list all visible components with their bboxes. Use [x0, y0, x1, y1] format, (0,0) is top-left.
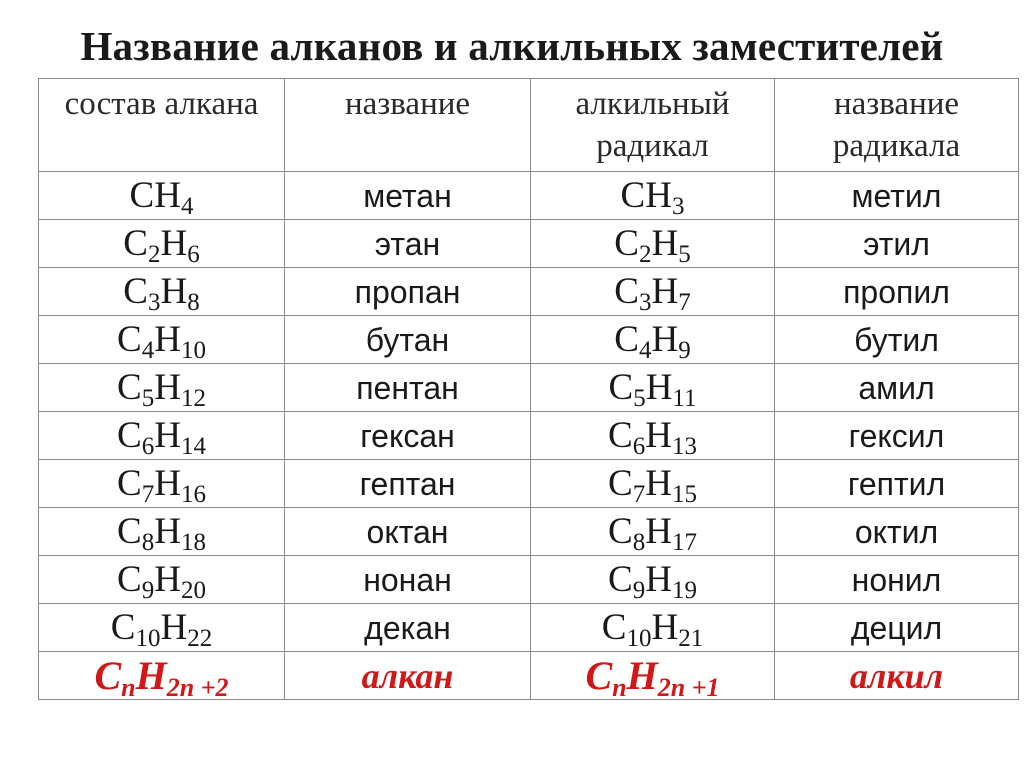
element-hydrogen: H	[651, 318, 679, 360]
alkane-name-cell: гексан	[285, 412, 531, 460]
hydrogen-count: 11	[672, 384, 697, 412]
alkane-formula-cell	[39, 604, 285, 652]
hydrogen-count: 6	[187, 240, 200, 268]
hydrogen-count: 13	[671, 432, 697, 460]
alkane-name-cell: бутан	[285, 316, 531, 364]
radical-name-cell: алкил	[775, 652, 1019, 700]
alkane-formula-cell	[39, 556, 285, 604]
alkane-name-cell: пропан	[285, 268, 531, 316]
header-alkyl-radical: алкильный радикал	[531, 79, 775, 172]
element-hydrogen: H	[645, 510, 672, 552]
hydrogen-count: 12	[180, 384, 206, 412]
element-hydrogen: H	[645, 174, 672, 216]
hydrogen-count: 8	[187, 288, 200, 316]
radical-formula-cell	[531, 172, 775, 220]
element-hydrogen: H	[154, 510, 181, 552]
radical-name-cell: этил	[775, 220, 1019, 268]
carbon-count: 4	[638, 336, 652, 364]
element-carbon: C	[614, 222, 639, 264]
element-carbon: C	[608, 462, 633, 504]
radical-name-cell: гексил	[775, 412, 1019, 460]
element-carbon: C	[117, 462, 142, 504]
carbon-count: 10	[626, 624, 652, 652]
table-row	[39, 508, 1019, 556]
carbon-count: 4	[141, 336, 155, 364]
element-carbon: C	[117, 318, 142, 360]
element-hydrogen: H	[154, 318, 181, 360]
alkane-formula-cell	[39, 220, 285, 268]
carbon-count: 9	[632, 576, 646, 604]
radical-formula-cell	[531, 268, 775, 316]
radical-formula-cell	[531, 364, 775, 412]
alkane-formula-cell	[39, 460, 285, 508]
alkane-name-cell: нонан	[285, 556, 531, 604]
element-carbon: C	[123, 222, 148, 264]
radical-formula-cell	[531, 508, 775, 556]
element-carbon: C	[110, 606, 136, 648]
carbon-count: 7	[141, 480, 155, 508]
hydrogen-count: 9	[678, 336, 691, 364]
hydrogen-count: 2n +1	[657, 672, 720, 702]
header-radical-name: название радикала	[775, 79, 1019, 172]
hydrogen-count: 3	[671, 192, 685, 220]
hydrogen-count: 17	[671, 528, 697, 556]
hydrogen-count: 4	[180, 192, 194, 220]
hydrogen-count: 19	[671, 576, 697, 604]
element-hydrogen: H	[651, 222, 679, 264]
carbon-count: 8	[632, 528, 646, 556]
element-hydrogen: H	[135, 652, 167, 698]
element-carbon: C	[601, 606, 627, 648]
carbon-count: 9	[141, 576, 155, 604]
radical-name-cell: децил	[775, 604, 1019, 652]
alkane-name-cell: этан	[285, 220, 531, 268]
element-hydrogen: H	[160, 270, 188, 312]
radical-name-cell: нонил	[775, 556, 1019, 604]
table-row	[39, 412, 1019, 460]
element-hydrogen: H	[651, 606, 679, 648]
radical-formula-cell	[531, 604, 775, 652]
radical-formula-cell	[531, 412, 775, 460]
element-carbon: C	[123, 270, 148, 312]
carbon-count: 3	[638, 288, 652, 316]
hydrogen-count: 10	[180, 336, 206, 364]
alkane-name-cell: метан	[285, 172, 531, 220]
hydrogen-count: 5	[678, 240, 691, 268]
alkane-formula-cell	[39, 268, 285, 316]
radical-formula-cell	[531, 316, 775, 364]
element-carbon: C	[117, 510, 142, 552]
element-carbon: C	[94, 652, 122, 698]
element-hydrogen: H	[154, 462, 181, 504]
carbon-count: 2	[147, 240, 161, 268]
carbon-count: 6	[632, 432, 646, 460]
alkane-name-cell: гептан	[285, 460, 531, 508]
element-carbon: C	[117, 414, 142, 456]
table-row	[39, 604, 1019, 652]
hydrogen-count: 2n +2	[166, 672, 229, 702]
radical-name-cell: метил	[775, 172, 1019, 220]
carbon-count: 2	[638, 240, 652, 268]
carbon-count: n	[612, 672, 627, 702]
hydrogen-count: 18	[180, 528, 206, 556]
alkane-formula-cell	[39, 364, 285, 412]
hydrogen-count: 22	[187, 624, 213, 652]
element-carbon: C	[608, 414, 633, 456]
element-carbon: C	[585, 652, 613, 698]
element-carbon: C	[608, 366, 634, 408]
radical-formula-cell	[531, 652, 775, 700]
table-row	[39, 316, 1019, 364]
element-hydrogen: H	[645, 462, 672, 504]
radical-name-cell: амил	[775, 364, 1019, 412]
carbon-count: 5	[141, 384, 155, 412]
table-row	[39, 268, 1019, 316]
carbon-count: 7	[632, 480, 646, 508]
radical-name-cell: пропил	[775, 268, 1019, 316]
hydrogen-count: 21	[678, 624, 704, 652]
carbon-count: 8	[141, 528, 155, 556]
table-row	[39, 172, 1019, 220]
element-hydrogen: H	[154, 558, 181, 600]
element-carbon: C	[614, 270, 639, 312]
element-hydrogen: H	[645, 366, 673, 408]
radical-name-cell: гептил	[775, 460, 1019, 508]
carbon-count: 3	[147, 288, 161, 316]
alkane-formula-cell	[39, 508, 285, 556]
alkane-name-cell: алкан	[285, 652, 531, 700]
element-carbon: C	[614, 318, 639, 360]
carbon-count: 10	[135, 624, 161, 652]
element-carbon: C	[608, 510, 633, 552]
element-carbon: C	[620, 174, 646, 216]
element-hydrogen: H	[645, 558, 672, 600]
element-hydrogen: H	[160, 222, 188, 264]
table-row	[39, 556, 1019, 604]
element-carbon: C	[608, 558, 633, 600]
table-row	[39, 364, 1019, 412]
table-row	[39, 460, 1019, 508]
hydrogen-count: 20	[180, 576, 206, 604]
alkane-formula-cell	[39, 412, 285, 460]
alkane-name-cell: пентан	[285, 364, 531, 412]
table-header-row	[39, 79, 1019, 172]
carbon-count: n	[121, 672, 136, 702]
element-carbon: C	[117, 366, 142, 408]
alkanes-table	[38, 78, 1019, 700]
table-row	[39, 220, 1019, 268]
alkane-name-cell: октан	[285, 508, 531, 556]
hydrogen-count: 14	[180, 432, 206, 460]
hydrogen-count: 7	[678, 288, 691, 316]
general-formula-row	[39, 652, 1019, 700]
alkane-formula-cell	[39, 316, 285, 364]
element-hydrogen: H	[651, 270, 679, 312]
radical-name-cell: октил	[775, 508, 1019, 556]
element-hydrogen: H	[160, 606, 188, 648]
element-hydrogen: H	[154, 174, 181, 216]
radical-formula-cell	[531, 460, 775, 508]
element-carbon: C	[129, 174, 155, 216]
radical-formula-cell	[531, 556, 775, 604]
element-hydrogen: H	[645, 414, 672, 456]
carbon-count: 6	[141, 432, 155, 460]
table-body	[39, 172, 1019, 700]
element-hydrogen: H	[154, 414, 181, 456]
element-carbon: C	[117, 558, 142, 600]
alkane-formula-cell	[39, 652, 285, 700]
header-alkane-name: название	[285, 79, 531, 172]
radical-name-cell: бутил	[775, 316, 1019, 364]
radical-formula-cell	[531, 220, 775, 268]
element-hydrogen: H	[626, 652, 658, 698]
hydrogen-count: 16	[180, 480, 206, 508]
hydrogen-count: 15	[671, 480, 697, 508]
alkane-formula-cell	[39, 172, 285, 220]
element-hydrogen: H	[154, 366, 181, 408]
alkane-name-cell: декан	[285, 604, 531, 652]
page-title: Название алканов и алкильных заместителей	[80, 23, 944, 69]
carbon-count: 5	[633, 384, 646, 412]
header-alkane-composition: состав алкана	[39, 79, 285, 172]
